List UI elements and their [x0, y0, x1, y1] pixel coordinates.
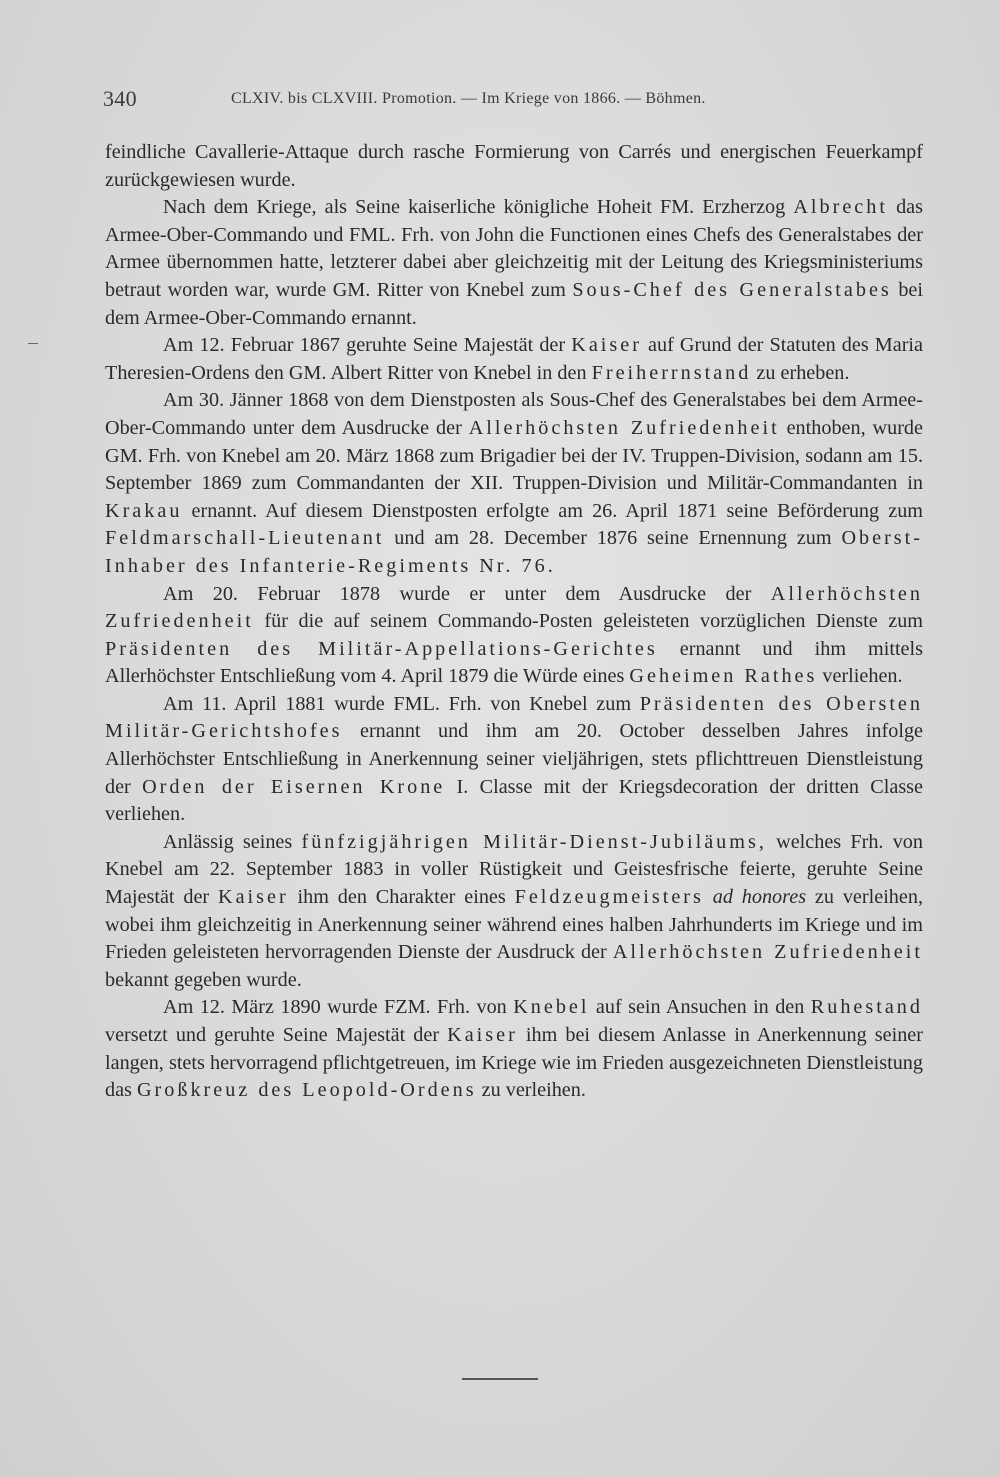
text-run: ernannt und ihm mittels Allerhöchster Entschließung vom 4. April 1879 die Würde eines — [105, 637, 923, 688]
spaced-text: Kaiser — [447, 1024, 518, 1046]
text-run: Am 30. Jänner 1868 von dem Dienstposten als Sous-Chef des Generalstabes bei dem Armee-Ober-Commando unter dem Ausdrucke der — [105, 389, 923, 439]
paragraph-after-war — [105, 194, 923, 332]
spaced-text: Geheimen Rathes — [629, 665, 818, 688]
spaced-text: fünfzigjährigen Militär-Dienst-Jubiläums, — [301, 830, 767, 853]
paragraph-1868 — [105, 387, 923, 580]
text-run: zu verleihen, wobei ihm gleichzeitig in Anerkennung seiner während eines halben Jahrhunderts im Kriege und im Frieden geleisteten hervorragenden Dienste der Ausdruck der — [105, 886, 923, 964]
spaced-text: Albrecht — [793, 196, 888, 219]
text-run: Am 12. März 1890 wurde FZM. Frh. von — [163, 996, 514, 1019]
text-run: Am 20. Februar 1878 wurde er unter dem Ausdrucke der — [163, 582, 771, 605]
spaced-text: Kaiser — [571, 334, 642, 357]
text-run: Anlässig seines — [163, 830, 302, 853]
spaced-text: Oberst-Inhaber des Infanterie-Regiments Nr. 76. — [105, 527, 923, 577]
text-run: Nach dem Kriege, als Seine kaiserliche königliche Hoheit FM. Erzherzog — [163, 196, 794, 219]
italic-text: ad honores — [712, 886, 807, 909]
text-run: verliehen. — [817, 665, 903, 688]
text-run: versetzt und geruhte Seine Majestät der — [105, 1024, 448, 1046]
text-run: Am 11. April 1881 wurde FML. Frh. von Knebel zum — [163, 692, 640, 715]
paragraph-1890 — [105, 994, 923, 1104]
text-run: welches Frh. von Knebel am 22. September 1883 in voller Rüstigkeit und Geistesfrische feierte, geruhte Seine Majestät der — [105, 830, 923, 909]
page-number: 340 — [103, 86, 137, 111]
page-header — [103, 86, 923, 116]
text-run: ernannt und ihm am 20. October desselben Jahres infolge Allerhöchster Entschließung in Anerkennung seiner vieljährigen, stets pflichttreuen Dienstleistung der — [105, 720, 923, 798]
spaced-text: Allerhöchsten Zufriedenheit — [105, 582, 923, 633]
text-run: auf Grund der Statuten des Maria Theresien-Ordens den GM. Albert Ritter von Knebel in den — [105, 334, 923, 384]
spaced-text: Knebel — [513, 996, 590, 1019]
body-text — [105, 139, 923, 1105]
text-run: zu verleihen. — [476, 1079, 586, 1102]
text-run: das Armee-Ober-Commando und FML. Frh. von John die Functionen eines Chefs des Generalstabes der Armee übernommen hatte, letzterer dabei aber gleichzeitig mit der Leitung des Kriegsministeriums betraut worden war, wurde GM. Ritter von Knebel zum — [105, 196, 923, 301]
spaced-text: Ruhestand — [810, 996, 923, 1019]
spaced-text: Großkreuz des Leopold-Ordens — [136, 1079, 477, 1102]
spaced-text: Kaiser — [218, 886, 289, 909]
spaced-text: Allerhöchsten Zufriedenheit — [612, 941, 923, 964]
text-run: für die auf seinem Commando-Posten geleisteten vorzüglichen Dienste zum — [253, 610, 923, 633]
text-run: enthoben, wurde GM. Frh. von Knebel am 20. März 1868 zum Brigadier bei der IV. Truppen-Division, sodann am 15. September 1869 zum Commandanten der XII. Truppen-Division und Militär-Commandanten in — [105, 416, 923, 495]
text-run: bei dem Armee-Ober-Commando ernannt. — [105, 278, 924, 329]
text-run: ihm den Charakter eines — [288, 886, 515, 909]
spaced-text: Feldzeugmeisters — [514, 886, 704, 909]
margin-mark — [28, 343, 38, 344]
spaced-text: Präsidenten des Militär-Appellations-Gerichtes — [105, 637, 658, 660]
text-run: ihm bei diesem Anlasse in Anerkennung seiner langen, stets hervorragend pflichtgetreuen, im Kriege wie im Frieden ausgezeichneten Dienstleistung das — [105, 1024, 923, 1102]
paragraph-1878 — [105, 581, 923, 691]
running-head: CLXIV. bis CLXVIII. Promotion. — Im Kriege von 1866. — Böhmen. — [231, 90, 706, 107]
text-run: bekannt gegeben wurde. — [105, 968, 302, 991]
spaced-text: Sous-Chef des Generalstabes — [572, 278, 892, 301]
text-run: ernannt. Auf diesem Dienstposten erfolgte am 26. April 1871 seine Beförderung zum — [182, 499, 923, 522]
spaced-text: Freiherrnstand — [591, 361, 752, 384]
spaced-text: Feldmarschall-Lieutenant — [105, 527, 385, 550]
closing-rule — [462, 1378, 538, 1380]
text-run — [704, 886, 713, 908]
paragraph-1881 — [105, 691, 923, 829]
text-run: Am 12. Februar 1867 geruhte Seine Majestät der — [163, 334, 572, 357]
spaced-text: Allerhöchsten Zufriedenheit — [468, 416, 780, 439]
text-run: zu erheben. — [751, 361, 850, 384]
text-run: auf sein Ansuchen in den — [589, 996, 811, 1019]
paragraph-continuation: feindliche Cavallerie-Attaque durch rasche Formierung von Carrés und energischen Feuerkampf zurückgewiesen wurde. — [105, 141, 923, 191]
text-run: I. Classe mit der Kriegsdecoration der dritten Classe verliehen. — [105, 775, 923, 826]
text-run: und am 28. December 1876 seine Ernennung zum — [384, 527, 842, 550]
spaced-text: Präsidenten des Obersten Militär-Gerichtshofes — [105, 692, 923, 743]
paragraph-1867 — [105, 332, 923, 387]
paragraph-jubilee — [105, 829, 923, 995]
spaced-text: Krakau — [105, 499, 183, 522]
spaced-text: Orden der Eisernen Krone — [142, 775, 446, 798]
